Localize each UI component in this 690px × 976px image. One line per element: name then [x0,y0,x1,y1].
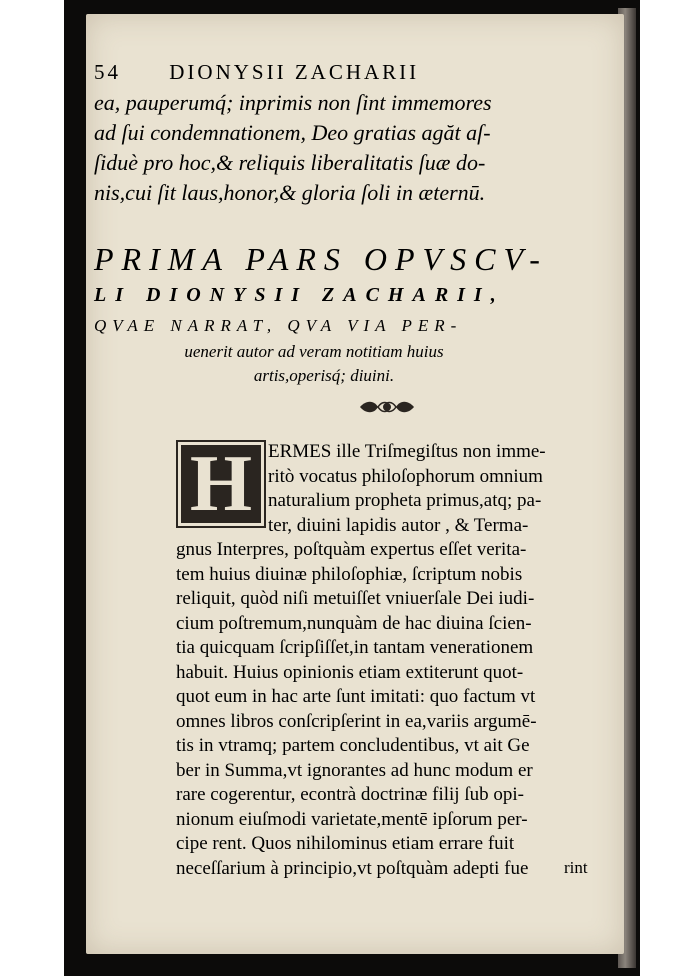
body-line: ber in Summa,vt ignorantes ad hunc modum er [176,759,533,781]
title-line-4: uenerit autor ad veram notitiam huius [184,342,444,361]
body-line: tis in vtramq; partem concludentibus, vt ait Ge [176,735,530,756]
catchword: rint [564,858,588,877]
page-number: 54 [94,60,121,84]
body-paragraph [176,440,616,881]
closing-line: ea, pauperumq́; inprimis non ſint immemores [94,90,492,115]
body-line: nionum eiuſmodi varietate,mentē ipſorum per- [176,808,528,830]
body-line: ERMES ille Triſmegiſtus non imme- [268,441,546,462]
body-line: tia quicquam ſcripſiſſet,in tantam venerationem [176,637,534,658]
title-line-3: QVAE NARRAT, QVA VIA PER- [94,316,463,335]
body-line: cipe rent. Quos nihilominus etiam errare fuit [176,833,515,854]
title-line-5: artis,operisq́; diuini. [253,366,395,385]
body-line: tem huius diuinæ philoſophiæ, ſcriptum nobis [176,563,523,585]
body-line: ritò vocatus philoſophorum omnium [268,465,543,487]
closing-paragraph [94,88,616,208]
body-line: reliquit, quòd niſi metuiſſet vniuerſale Dei iudi- [176,588,535,609]
body-line: ter, diuini lapidis autor , & Terma- [268,514,529,536]
body-line: rare cogerentur, econtrà doctrinæ filij ſub opi- [176,784,524,805]
section-title [94,240,614,388]
decorated-initial: H [176,440,266,528]
closing-line: ſiduè pro hoc,& reliquis liberalitatis ſuæ do- [94,150,486,175]
fleuron-ornament-icon [356,398,418,416]
title-line-2: LI DIONYSII ZACHARII, [94,284,505,306]
body-line: cium poſtremum,nunquàm de hac diuina ſcien- [176,612,532,634]
body-line: gnus Interpres, poſtquàm expertus eſſet verita- [176,539,527,560]
title-line-1: PRIMA PARS OPVSCV- [94,241,548,277]
body-line: quot eum in hac arte ſunt imitati: quo factum vt [176,686,536,707]
body-line: naturalium propheta primus,atq; pa- [268,490,542,511]
closing-line: nis,cui ſit laus,honor,& gloria ſoli in æternū. [94,180,486,205]
body-line: neceſſarium à principio,vt poſtquàm adepti fue [176,857,529,879]
running-head [94,60,514,90]
body-line: omnes libros conſcripſerint in ea,variis argumē- [176,710,537,732]
body-line: habuit. Huius opinionis etiam extiterunt quot- [176,661,524,683]
closing-line: ad ſui condemnationem, Deo gratias agăt aſ- [94,120,491,145]
running-title: DIONYSII ZACHARII [169,60,420,84]
